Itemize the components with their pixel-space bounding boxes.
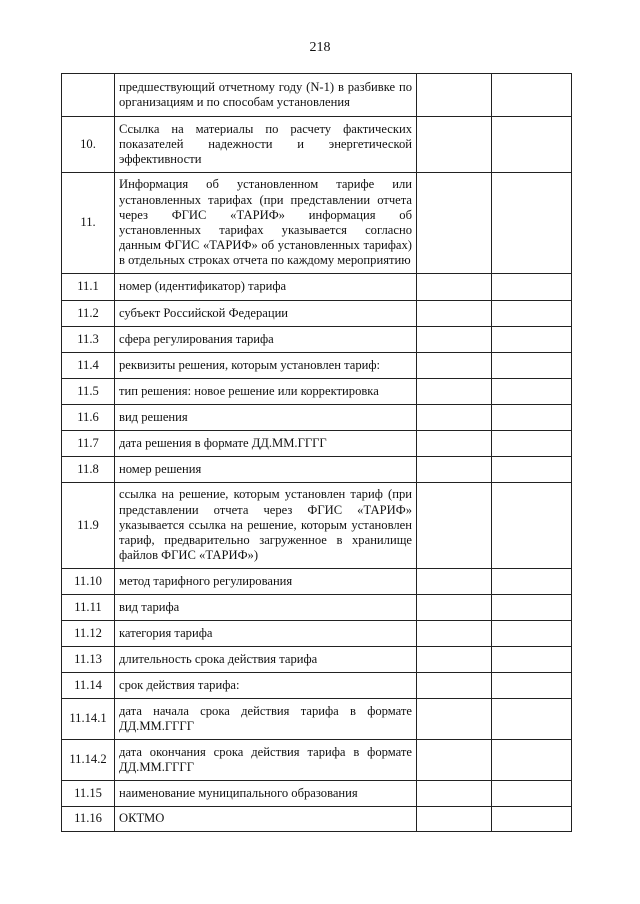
- row-description: категория тарифа: [115, 621, 417, 647]
- empty-cell: [417, 405, 492, 431]
- row-description: сфера регулирования тарифа: [115, 327, 417, 353]
- row-number: 11.14: [62, 673, 115, 699]
- empty-cell: [492, 301, 572, 327]
- report-table: [61, 73, 572, 832]
- row-number: 11.2: [62, 301, 115, 327]
- table-row: [62, 457, 572, 483]
- empty-cell: [492, 74, 572, 117]
- row-number: 10.: [62, 117, 115, 173]
- row-description: дата начала срока действия тарифа в формате ДД.ММ.ГГГГ: [115, 699, 417, 740]
- empty-cell: [417, 699, 492, 740]
- empty-cell: [417, 595, 492, 621]
- empty-cell: [417, 569, 492, 595]
- empty-cell: [417, 673, 492, 699]
- table-row: [62, 327, 572, 353]
- table-row: [62, 301, 572, 327]
- empty-cell: [492, 173, 572, 274]
- empty-cell: [417, 621, 492, 647]
- empty-cell: [492, 673, 572, 699]
- table-row: [62, 483, 572, 569]
- row-description: наименование муниципального образования: [115, 781, 417, 807]
- empty-cell: [492, 117, 572, 173]
- row-number: 11.5: [62, 379, 115, 405]
- table-row: [62, 173, 572, 274]
- row-description: ОКТМО: [115, 807, 417, 832]
- row-description: Ссылка на материалы по расчету фактических показателей надежности и энергетической эффективности: [115, 117, 417, 173]
- row-description: метод тарифного регулирования: [115, 569, 417, 595]
- empty-cell: [492, 781, 572, 807]
- empty-cell: [492, 699, 572, 740]
- row-description: вид тарифа: [115, 595, 417, 621]
- empty-cell: [492, 274, 572, 301]
- empty-cell: [417, 353, 492, 379]
- table-row: [62, 117, 572, 173]
- row-description: субъект Российской Федерации: [115, 301, 417, 327]
- empty-cell: [492, 569, 572, 595]
- table-row: [62, 379, 572, 405]
- page-number: 218: [309, 40, 331, 55]
- empty-cell: [492, 431, 572, 457]
- empty-cell: [492, 483, 572, 569]
- row-description: дата решения в формате ДД.ММ.ГГГГ: [115, 431, 417, 457]
- row-number: [62, 74, 115, 117]
- row-number: 11.3: [62, 327, 115, 353]
- table-row: [62, 699, 572, 740]
- row-description: номер решения: [115, 457, 417, 483]
- row-description: вид решения: [115, 405, 417, 431]
- table-row: [62, 647, 572, 673]
- row-number: 11.6: [62, 405, 115, 431]
- row-number: 11.8: [62, 457, 115, 483]
- table-row: [62, 274, 572, 301]
- table-row: [62, 595, 572, 621]
- table-row: [62, 569, 572, 595]
- table-row: [62, 431, 572, 457]
- empty-cell: [417, 379, 492, 405]
- empty-cell: [492, 405, 572, 431]
- empty-cell: [492, 595, 572, 621]
- row-description: дата окончания срока действия тарифа в формате ДД.ММ.ГГГГ: [115, 740, 417, 781]
- empty-cell: [417, 781, 492, 807]
- row-description: предшествующий отчетному году (N-1) в разбивке по организациям и по способам установления: [115, 74, 417, 117]
- row-number: 11.13: [62, 647, 115, 673]
- table-row: [62, 807, 572, 832]
- empty-cell: [417, 274, 492, 301]
- row-number: 11.9: [62, 483, 115, 569]
- empty-cell: [417, 740, 492, 781]
- empty-cell: [492, 457, 572, 483]
- table-row: [62, 740, 572, 781]
- row-number: 11.12: [62, 621, 115, 647]
- empty-cell: [492, 807, 572, 832]
- row-number: 11.4: [62, 353, 115, 379]
- row-number: 11.16: [62, 807, 115, 832]
- table-row: [62, 353, 572, 379]
- row-description: длительность срока действия тарифа: [115, 647, 417, 673]
- empty-cell: [492, 740, 572, 781]
- row-number: 11.: [62, 173, 115, 274]
- row-number: 11.15: [62, 781, 115, 807]
- empty-cell: [417, 301, 492, 327]
- empty-cell: [417, 483, 492, 569]
- row-number: 11.1: [62, 274, 115, 301]
- empty-cell: [492, 379, 572, 405]
- empty-cell: [417, 647, 492, 673]
- empty-cell: [417, 431, 492, 457]
- empty-cell: [492, 621, 572, 647]
- row-description: ссылка на решение, которым установлен тариф (при представлении отчета через ФГИС «ТАРИФ» указывается ссылка на решение, которым установлен тариф, предварительно загруженное в хранилище файлов ФГИС «ТАРИФ»): [115, 483, 417, 569]
- empty-cell: [492, 647, 572, 673]
- row-description: номер (идентификатор) тарифа: [115, 274, 417, 301]
- table-row: [62, 781, 572, 807]
- row-number: 11.10: [62, 569, 115, 595]
- row-description: Информация об установленном тарифе или установленных тарифах (при представлении отчета через ФГИС «ТАРИФ» информация об установленных тарифах указывается согласно данным ФГИС «ТАРИФ» об установленных тарифах) в отдельных строках отчета по каждому мероприятию: [115, 173, 417, 274]
- empty-cell: [492, 327, 572, 353]
- row-description: реквизиты решения, которым установлен тариф:: [115, 353, 417, 379]
- empty-cell: [417, 74, 492, 117]
- empty-cell: [417, 173, 492, 274]
- empty-cell: [417, 117, 492, 173]
- empty-cell: [417, 457, 492, 483]
- row-number: 11.14.1: [62, 699, 115, 740]
- row-description: тип решения: новое решение или корректировка: [115, 379, 417, 405]
- row-number: 11.11: [62, 595, 115, 621]
- table-row: [62, 74, 572, 117]
- row-number: 11.7: [62, 431, 115, 457]
- empty-cell: [492, 353, 572, 379]
- table-row: [62, 673, 572, 699]
- table-row: [62, 621, 572, 647]
- empty-cell: [417, 327, 492, 353]
- table-row: [62, 405, 572, 431]
- row-number: 11.14.2: [62, 740, 115, 781]
- row-description: срок действия тарифа:: [115, 673, 417, 699]
- empty-cell: [417, 807, 492, 832]
